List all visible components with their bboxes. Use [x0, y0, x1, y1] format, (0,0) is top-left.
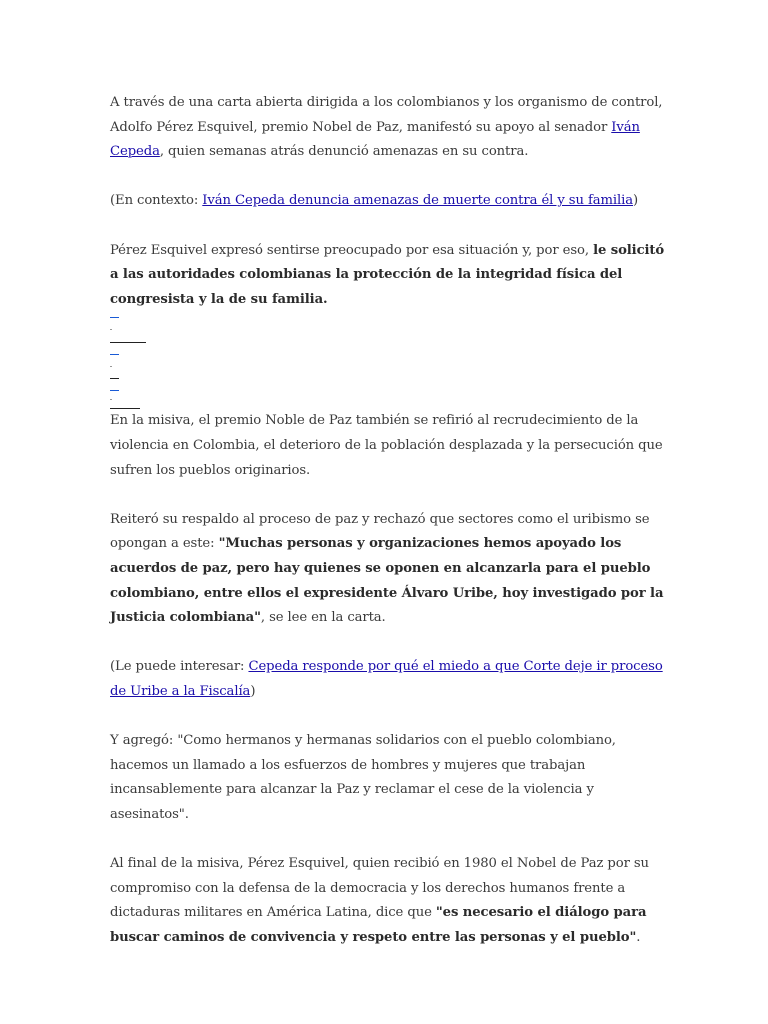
closing-suffix: . — [636, 929, 641, 945]
concern-bold-text: le solicitó a las autoridades colombianas la protección de la integridad física del congresista y la de su familia. — [110, 242, 665, 307]
peace-text: Reiteró su respaldo al proceso de paz y rechazó que sectores como el uribismo se opongan a este: — [110, 511, 650, 552]
peace-suffix: , se lee en la carta. — [260, 610, 386, 626]
concern-text: Pérez Esquivel expresó sentirse preocupado por esa situación y, por eso, — [110, 242, 594, 258]
article-body — [110, 91, 670, 950]
peace-quote-bold: "Muchas personas y organizaciones hemos apoyado los acuerdos de paz, pero hay quienes se oponen en alcanzarla para el pueblo colombiano, entre ellos el expresidente Álvaro Uribe, hoy investigado por la Justicia colombiana" — [110, 536, 664, 626]
artifact-link-mark[interactable] — [110, 354, 119, 355]
artifact-rule — [110, 342, 146, 343]
interest-article-link[interactable]: Cepeda responde por qué el miedo a que Corte deje ir proceso de Uribe a la Fiscalía — [110, 659, 663, 699]
artifact-rule — [110, 408, 140, 409]
context-article-link[interactable]: Iván Cepeda denuncia amenazas de muerte contra él y su familia — [202, 193, 634, 209]
artifact-dot — [110, 329, 112, 330]
artifact-dot — [110, 366, 112, 367]
interest-suffix: ) — [250, 683, 256, 699]
paragraph-context — [110, 189, 670, 214]
ivan-cepeda-link[interactable]: Iván Cepeda — [110, 119, 640, 160]
interest-prefix: (Le puede interesar: — [110, 659, 249, 675]
artifact-link-mark[interactable] — [110, 317, 119, 318]
intro-text-end: , quien semanas atrás denunció amenazas en su contra. — [159, 144, 529, 160]
paragraph-intro — [110, 91, 670, 165]
context-suffix: ) — [633, 193, 639, 209]
paragraph-quote: Y agregó: "Como hermanos y hermanas solidarios con el pueblo colombiano, hacemos un llamado a los esfuerzos de hombres y mujeres que trabajan incansablemente para alcanzar la Paz y reclamar el cese de la violencia y asesinatos". — [110, 733, 616, 822]
artifact-link-mark[interactable] — [110, 390, 119, 391]
paragraph-closing — [110, 852, 670, 950]
artifact-dot — [110, 399, 112, 400]
embedded-artifacts — [110, 312, 670, 409]
intro-text: A través de una carta abierta dirigida a los colombianos y los organismo de control, Adolfo Pérez Esquivel, premio Nobel de Paz, manifestó su apoyo al senador — [110, 95, 663, 135]
closing-quote-bold: "es necesario el diálogo para buscar caminos de convivencia y respeto entre las personas y el pueblo" — [110, 905, 647, 945]
paragraph-interest — [110, 655, 670, 704]
artifact-rule — [110, 378, 119, 379]
closing-text: Al final de la misiva, Pérez Esquivel, quien recibió en 1980 el Nobel de Paz por su compromiso con la defensa de la democracia y los derechos humanos frente a dictaduras militares en América Latina, dice que — [110, 856, 649, 921]
paragraph-violence: En la misiva, el premio Noble de Paz también se refirió al recrudecimiento de la violencia en Colombia, el deterioro de la población desplazada y la persecución que sufren los pueblos originarios. — [110, 413, 663, 478]
context-prefix: (En contexto: — [110, 193, 203, 209]
paragraph-concern — [110, 239, 670, 313]
paragraph-peace-process — [110, 508, 670, 631]
